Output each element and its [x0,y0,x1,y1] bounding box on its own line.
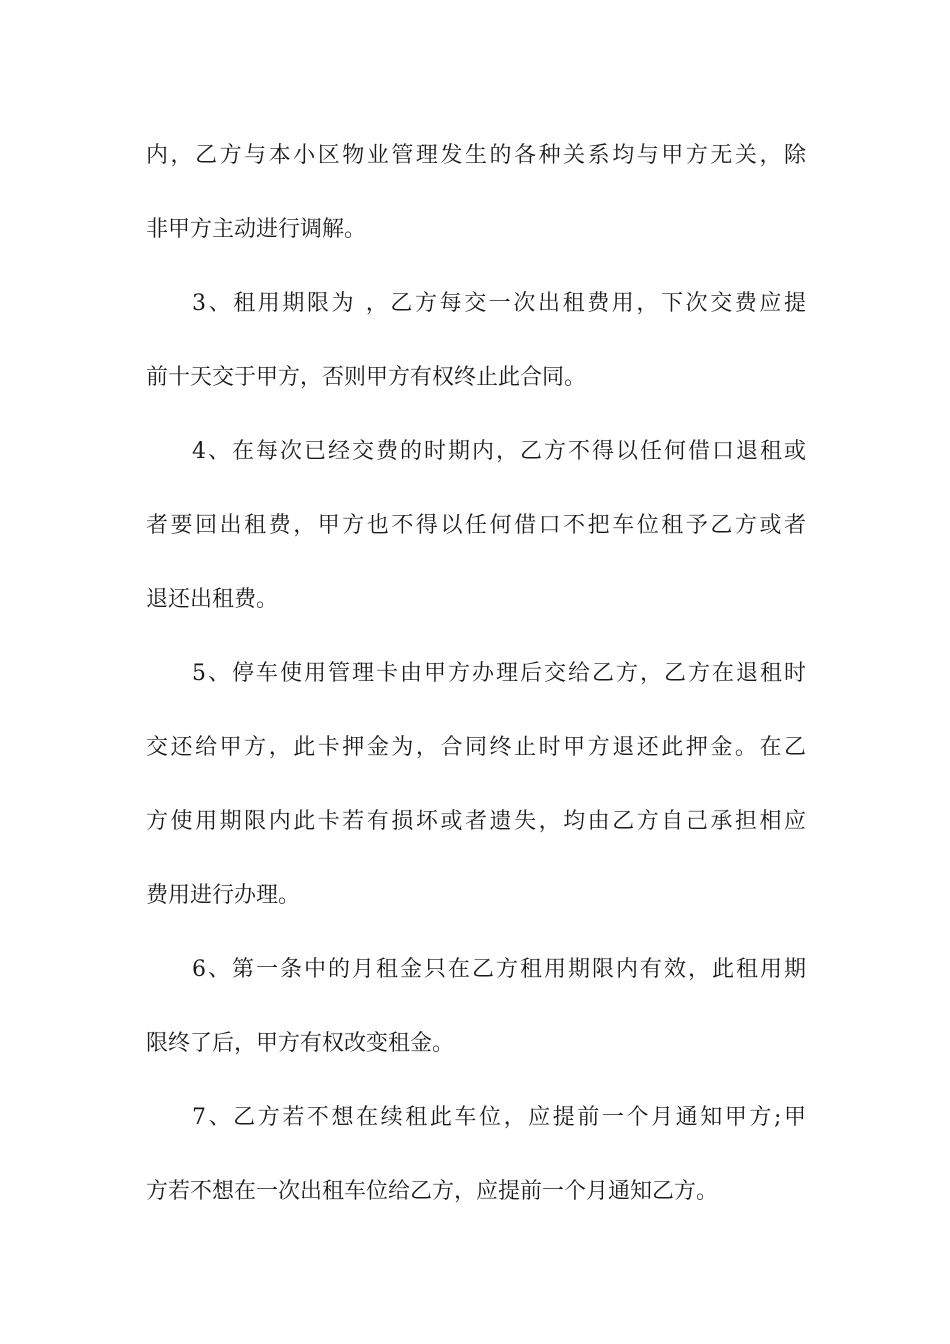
clause-4-line-1: 4、在每次已经交费的时期内，乙方不得以任何借口退租或 [192,439,806,464]
clause-5-line-4: 费用进行办理。 [146,883,301,908]
clause-5-line-2: 交还给甲方，此卡押金为，合同终止时甲方退还此押金。在乙 [146,735,806,760]
clause-6-line-2: 限终了后，甲方有权改变租金。 [146,1031,455,1056]
clause-4-line-3: 退还出租费。 [146,587,279,612]
clause-5-line-3: 方使用期限内此卡若有损坏或者遗失，均由乙方自己承担相应 [146,809,806,834]
clause-4-line-2: 者要回出租费，甲方也不得以任何借口不把车位租予乙方或者 [146,513,806,538]
text-line-1: 内，乙方与本小区物业管理发生的各种关系均与甲方无关，除 [146,143,806,168]
clause-6-line-1: 6、第一条中的月租金只在乙方租用期限内有效，此租用期 [192,957,806,982]
clause-7-line-1: 7、乙方若不想在续租此车位，应提前一个月通知甲方;甲 [192,1105,806,1130]
text-line-2: 非甲方主动进行调解。 [146,217,367,242]
clause-5-line-1: 5、停车使用管理卡由甲方办理后交给乙方，乙方在退租时 [192,661,806,686]
clause-7-line-2: 方若不想在一次出租车位给乙方，应提前一个月通知乙方。 [146,1179,719,1204]
clause-3-line-2: 前十天交于甲方，否则甲方有权终止此合同。 [146,365,587,390]
clause-3-line-1: 3、租用期限为 ，乙方每交一次出租费用，下次交费应提 [192,291,806,316]
